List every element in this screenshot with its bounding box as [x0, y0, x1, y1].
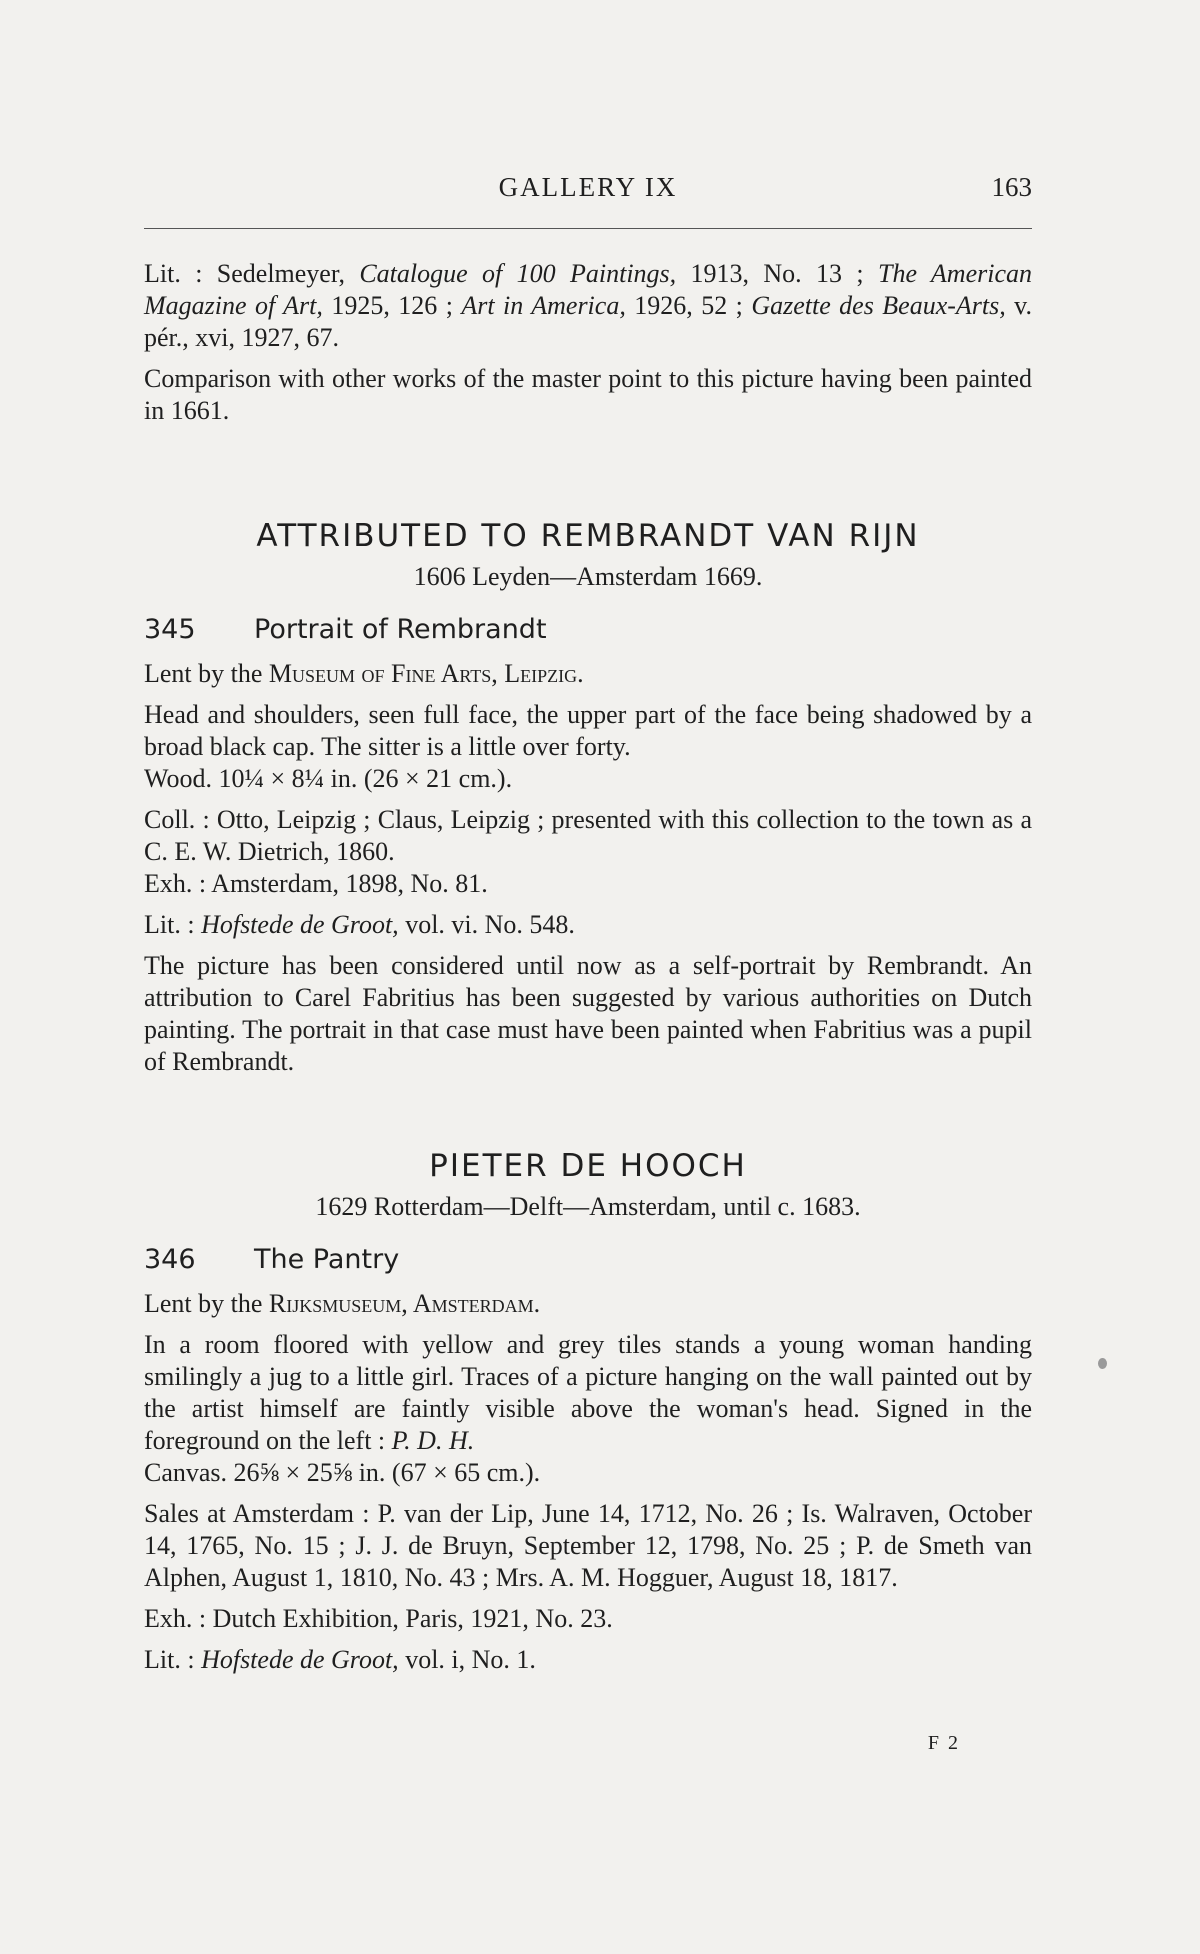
collection: Coll. : Otto, Leipzig ; Claus, Leipzig ; presented with this collection to the town as a C. E. W. Dietrich, 1860. — [144, 805, 1032, 866]
note: The picture has been considered until now as a self-portrait by Rembrandt. An attribution to Carel Fabritius has been suggested by various authorities on Dutch painting. The portrait in that case must have been painted when Fabritius was a pupil of Rembrandt. — [144, 951, 1032, 1076]
artist-dates: 1606 Leyden—Amsterdam 1669. — [413, 562, 763, 591]
literature: Lit. : Hofstede de Groot, vol. i, No. 1. — [144, 1645, 536, 1674]
entry-heading — [144, 1244, 1032, 1275]
intro-comparison: Comparison with other works of the master point to this picture having been painted in 1661. — [144, 364, 1032, 425]
entry-title: Portrait of Rembrandt — [254, 614, 547, 645]
intro-block — [144, 258, 1032, 427]
description-block — [144, 1329, 1032, 1489]
artist-dates: 1629 Rotterdam—Delft—Amsterdam, until c. 1683. — [315, 1192, 861, 1221]
artist-heading: PIETER DE HOOCH — [429, 1148, 747, 1184]
entry-number: 346 — [144, 1244, 196, 1275]
section-de-hooch — [144, 1148, 1032, 1676]
lender-line: Lent by the Rijksmuseum, Amsterdam. — [144, 1289, 541, 1318]
provenance-block — [144, 804, 1032, 900]
page-number: 163 — [991, 172, 1032, 202]
running-head — [144, 172, 1032, 206]
medium: Canvas. 26⅝ × 25⅝ in. (67 × 65 cm.). — [144, 1458, 541, 1487]
running-title: GALLERY IX — [498, 172, 678, 202]
literature: Lit. : Hofstede de Groot, vol. vi. No. 548. — [144, 910, 575, 939]
lender-line: Lent by the Museum of Fine Arts, Leipzig. — [144, 659, 584, 688]
description: In a room floored with yellow and grey tiles stands a young woman handing smilingly a jug to a little girl. Traces of a picture hanging on the wall painted out by the artist himself are faintly visible above the woman's head. Signed in the foreground on the left : P. D. H. — [144, 1330, 1032, 1455]
header-rule — [144, 228, 1032, 229]
section-rembrandt — [144, 518, 1032, 1078]
ink-spot — [1098, 1358, 1107, 1369]
intro-literature: Lit. : Sedelmeyer, Catalogue of 100 Paintings, 1913, No. 13 ; The American Magazine of Art, 1925, 126 ; Art in America, 1926, 52 ; Gazette des Beaux-Arts, v. pér., xvi, 1927, 67. — [144, 259, 1032, 352]
description: Head and shoulders, seen full face, the upper part of the face being shadowed by a broad black cap. The sitter is a little over forty. — [144, 700, 1032, 761]
signature-mark: F 2 — [927, 1732, 960, 1754]
entry-heading — [144, 614, 1032, 645]
exhibition: Exh. : Dutch Exhibition, Paris, 1921, No. 23. — [144, 1604, 613, 1633]
medium: Wood. 10¼ × 8¼ in. (26 × 21 cm.). — [144, 764, 513, 793]
description-block — [144, 699, 1032, 795]
entry-number: 345 — [144, 614, 196, 645]
entry-title: The Pantry — [254, 1244, 400, 1275]
sales: Sales at Amsterdam : P. van der Lip, June 14, 1712, No. 26 ; Is. Walraven, October 14, 1765, No. 15 ; J. J. de Bruyn, September 12, 1798, No. 25 ; P. de Smeth van Alphen, August 1, 1810, No. 43 ; Mrs. A. M. Hogguer, August 18, 1817. — [144, 1499, 1032, 1592]
exhibition: Exh. : Amsterdam, 1898, No. 81. — [144, 869, 488, 898]
artist-heading: ATTRIBUTED TO REMBRANDT VAN RIJN — [256, 518, 920, 554]
